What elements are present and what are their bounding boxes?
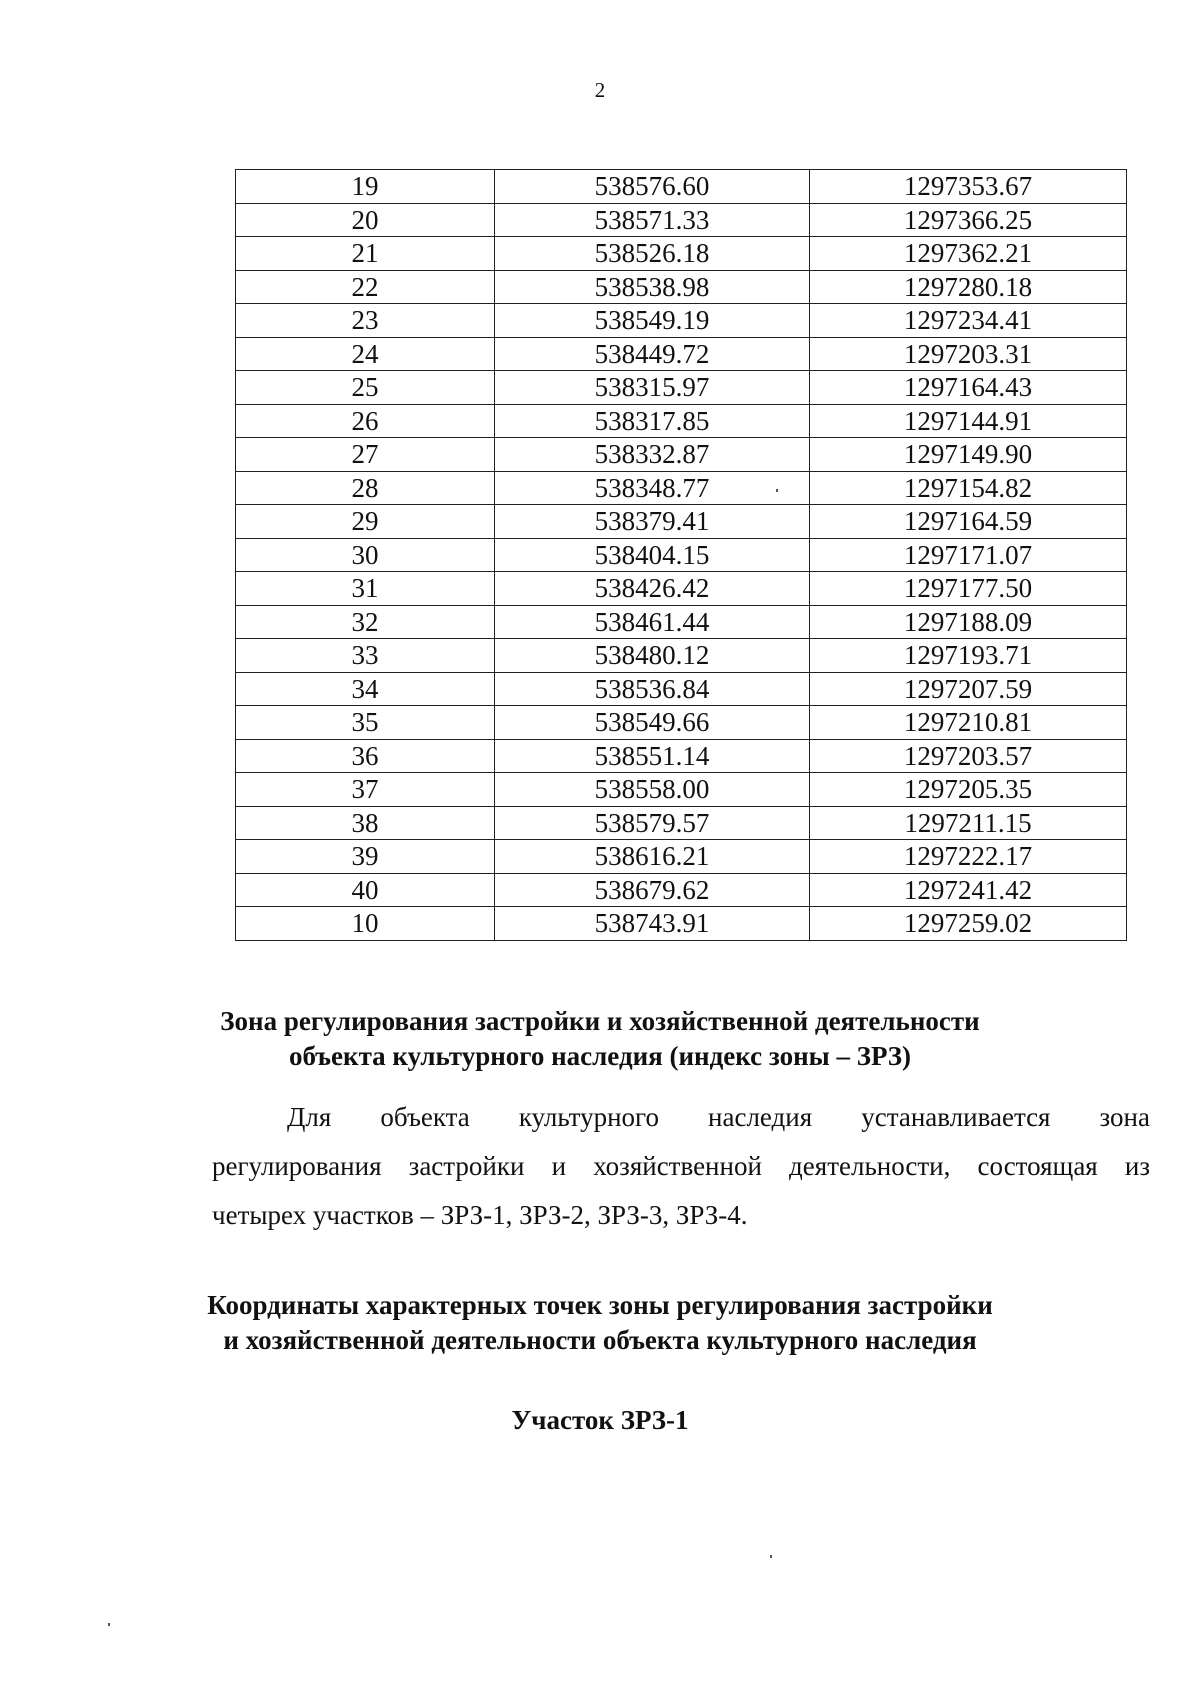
y-coordinate-cell: 1297353.67 <box>810 170 1127 204</box>
point-number-cell: 24 <box>236 337 495 371</box>
y-coordinate-cell: 1297280.18 <box>810 270 1127 304</box>
y-coordinate-cell: 1297193.71 <box>810 639 1127 673</box>
table-row <box>236 840 1127 874</box>
point-number-cell: 19 <box>236 170 495 204</box>
x-coordinate-cell: 538332.87 <box>495 438 810 472</box>
section-title: Участок ЗРЗ-1 <box>511 1405 689 1435</box>
y-coordinate-cell: 1297164.43 <box>810 371 1127 405</box>
scan-speck <box>776 489 778 492</box>
x-coordinate-cell: 538461.44 <box>495 605 810 639</box>
scan-speck <box>770 1555 772 1558</box>
point-number-cell: 28 <box>236 471 495 505</box>
y-coordinate-cell: 1297149.90 <box>810 438 1127 472</box>
y-coordinate-cell: 1297144.91 <box>810 404 1127 438</box>
x-coordinate-cell: 538315.97 <box>495 371 810 405</box>
y-coordinate-cell: 1297362.21 <box>810 237 1127 271</box>
point-number-cell: 38 <box>236 806 495 840</box>
x-coordinate-cell: 538317.85 <box>495 404 810 438</box>
x-coordinate-cell: 538526.18 <box>495 237 810 271</box>
y-coordinate-cell: 1297177.50 <box>810 572 1127 606</box>
y-coordinate-cell: 1297259.02 <box>810 907 1127 941</box>
table-row <box>236 572 1127 606</box>
table-row <box>236 237 1127 271</box>
y-coordinate-cell: 1297171.07 <box>810 538 1127 572</box>
paragraph-line-2: регулирования застройки и хозяйственной деятельности, состоящая из <box>212 1151 1150 1181</box>
x-coordinate-cell: 538426.42 <box>495 572 810 606</box>
x-coordinate-cell: 538679.62 <box>495 873 810 907</box>
y-coordinate-cell: 1297211.15 <box>810 806 1127 840</box>
point-number-cell: 37 <box>236 773 495 807</box>
point-number-cell: 26 <box>236 404 495 438</box>
coordinates-table <box>235 169 1127 941</box>
x-coordinate-cell: 538379.41 <box>495 505 810 539</box>
point-number-cell: 21 <box>236 237 495 271</box>
table-row <box>236 438 1127 472</box>
table-row <box>236 873 1127 907</box>
x-coordinate-cell: 538579.57 <box>495 806 810 840</box>
table-row <box>236 639 1127 673</box>
paragraph-line-1: Для объекта культурного наследия устанавливается зона <box>287 1102 1150 1132</box>
table-row <box>236 739 1127 773</box>
y-coordinate-cell: 1297203.31 <box>810 337 1127 371</box>
table-row <box>236 505 1127 539</box>
x-coordinate-cell: 538576.60 <box>495 170 810 204</box>
table-row <box>236 538 1127 572</box>
point-number-cell: 40 <box>236 873 495 907</box>
table-row <box>236 907 1127 941</box>
zone-heading-line-1: Зона регулирования застройки и хозяйственной деятельности <box>220 1006 980 1036</box>
x-coordinate-cell: 538536.84 <box>495 672 810 706</box>
y-coordinate-cell: 1297366.25 <box>810 203 1127 237</box>
coordinates-table-body <box>236 170 1127 941</box>
table-row <box>236 471 1127 505</box>
point-number-cell: 31 <box>236 572 495 606</box>
zone-heading <box>0 1004 1200 1074</box>
zone-heading-line-2: объекта культурного наследия (индекс зоны – ЗРЗ) <box>288 1041 912 1071</box>
x-coordinate-cell: 538743.91 <box>495 907 810 941</box>
x-coordinate-cell: 538404.15 <box>495 538 810 572</box>
x-coordinate-cell: 538549.66 <box>495 706 810 740</box>
table-row <box>236 371 1127 405</box>
y-coordinate-cell: 1297188.09 <box>810 605 1127 639</box>
point-number-cell: 20 <box>236 203 495 237</box>
y-coordinate-cell: 1297222.17 <box>810 840 1127 874</box>
point-number-cell: 33 <box>236 639 495 673</box>
x-coordinate-cell: 538449.72 <box>495 337 810 371</box>
table-row <box>236 672 1127 706</box>
point-number-cell: 39 <box>236 840 495 874</box>
y-coordinate-cell: 1297210.81 <box>810 706 1127 740</box>
x-coordinate-cell: 538348.77 <box>495 471 810 505</box>
table-row <box>236 270 1127 304</box>
table-row <box>236 706 1127 740</box>
x-coordinate-cell: 538538.98 <box>495 270 810 304</box>
table-row <box>236 337 1127 371</box>
coordinates-heading <box>0 1288 1200 1358</box>
point-number-cell: 34 <box>236 672 495 706</box>
x-coordinate-cell: 538549.19 <box>495 304 810 338</box>
coordinates-heading-line-1: Координаты характерных точек зоны регулирования застройки <box>207 1290 993 1320</box>
point-number-cell: 29 <box>236 505 495 539</box>
paragraph-line-3: четырех участков – ЗРЗ-1, ЗРЗ-2, ЗРЗ-3, ЗРЗ-4. <box>212 1200 748 1230</box>
point-number-cell: 25 <box>236 371 495 405</box>
point-number-cell: 32 <box>236 605 495 639</box>
table-row <box>236 806 1127 840</box>
y-coordinate-cell: 1297154.82 <box>810 471 1127 505</box>
table-row <box>236 170 1127 204</box>
y-coordinate-cell: 1297203.57 <box>810 739 1127 773</box>
x-coordinate-cell: 538480.12 <box>495 639 810 673</box>
point-number-cell: 30 <box>236 538 495 572</box>
table-row <box>236 304 1127 338</box>
x-coordinate-cell: 538616.21 <box>495 840 810 874</box>
y-coordinate-cell: 1297205.35 <box>810 773 1127 807</box>
y-coordinate-cell: 1297207.59 <box>810 672 1127 706</box>
page-number: 2 <box>594 78 606 102</box>
table-row <box>236 605 1127 639</box>
y-coordinate-cell: 1297241.42 <box>810 873 1127 907</box>
coordinates-heading-line-2: и хозяйственной деятельности объекта культурного наследия <box>223 1325 977 1355</box>
point-number-cell: 35 <box>236 706 495 740</box>
table-row <box>236 203 1127 237</box>
table-row <box>236 773 1127 807</box>
point-number-cell: 10 <box>236 907 495 941</box>
point-number-cell: 27 <box>236 438 495 472</box>
x-coordinate-cell: 538571.33 <box>495 203 810 237</box>
y-coordinate-cell: 1297234.41 <box>810 304 1127 338</box>
scan-speck <box>108 1623 110 1626</box>
table-row <box>236 404 1127 438</box>
point-number-cell: 36 <box>236 739 495 773</box>
x-coordinate-cell: 538558.00 <box>495 773 810 807</box>
x-coordinate-cell: 538551.14 <box>495 739 810 773</box>
point-number-cell: 23 <box>236 304 495 338</box>
y-coordinate-cell: 1297164.59 <box>810 505 1127 539</box>
point-number-cell: 22 <box>236 270 495 304</box>
